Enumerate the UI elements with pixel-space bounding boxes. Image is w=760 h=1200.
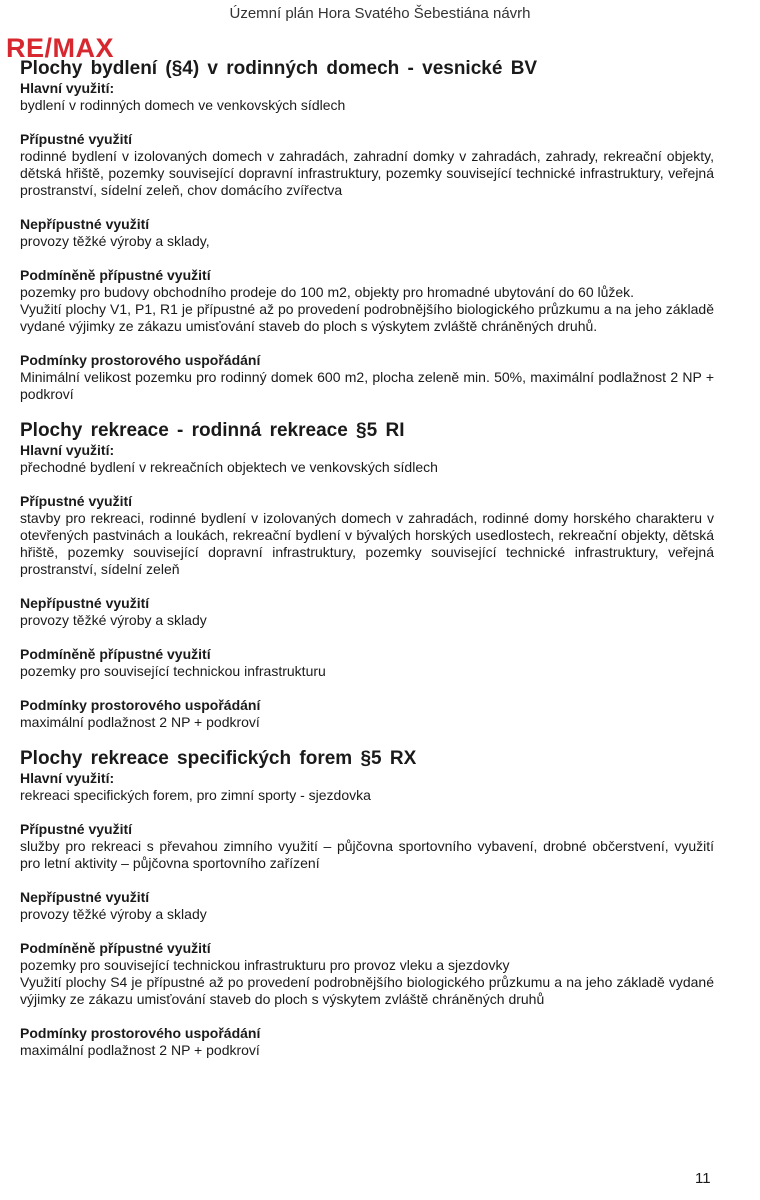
remax-logo: RE/MAX: [6, 33, 115, 63]
block-heading: Podmínky prostorového uspořádání: [20, 352, 261, 368]
document-header-title: Územní plán Hora Svatého Šebestiána návrh: [229, 5, 531, 22]
block-prohibited-use: [20, 889, 714, 923]
block-text: Využití plochy V1, P1, R1 je přípustné až po provedení podrobnějšího biologického průzkumu a na jeho základě vydané výjimky ze zákazu umisťování staveb do ploch s výskytem zvláště chráněných druhů.: [20, 301, 714, 334]
block-text: Využití plochy S4 je přípustné až po provedení podrobnějšího biologického průzkumu a na jeho základě vydané výjimky ze zákazu umisťování staveb do ploch s výskytem zvláště chráněných druhů: [20, 974, 714, 1007]
block-heading: Podmíněně přípustné využití: [20, 646, 211, 662]
block-text: pozemky pro budovy obchodního prodeje do 100 m2, objekty pro hromadné ubytování do 60 lůžek.: [20, 284, 635, 300]
block-spatial-conditions: [20, 352, 714, 403]
section-title: Plochy rekreace specifických forem §5 RX: [20, 748, 417, 769]
block-heading: Přípustné využití: [20, 493, 133, 509]
block-text: pozemky pro související technickou infrastrukturu pro provoz vleku a sjezdovky: [20, 957, 510, 973]
block-prohibited-use: [20, 216, 714, 250]
block-spatial-conditions: [20, 697, 714, 731]
document-body: [20, 58, 714, 1076]
block-heading: Hlavní využití:: [20, 770, 115, 786]
block-heading: Podmínky prostorového uspořádání: [20, 1025, 261, 1041]
block-heading: Nepřípustné využití: [20, 595, 150, 611]
section-title: Plochy rekreace - rodinná rekreace §5 RI: [20, 420, 405, 441]
block-main-use: [20, 442, 714, 476]
block-text: bydlení v rodinných domech ve venkovských sídlech: [20, 97, 346, 113]
block-conditional-use: [20, 646, 714, 680]
block-permitted-use: [20, 493, 714, 578]
block-main-use: [20, 80, 714, 114]
block-spatial-conditions: [20, 1025, 714, 1059]
block-main-use: [20, 770, 714, 804]
block-conditional-use: [20, 267, 714, 335]
block-prohibited-use: [20, 595, 714, 629]
block-text: přechodné bydlení v rekreačních objektech ve venkovských sídlech: [20, 459, 438, 475]
block-heading: Přípustné využití: [20, 131, 133, 147]
block-text: Minimální velikost pozemku pro rodinný domek 600 m2, plocha zeleně min. 50%, maximální podlažnost 2 NP + podkroví: [20, 369, 714, 402]
block-text: služby pro rekreaci s převahou zimního využití – půjčovna sportovního vybavení, drobné občerstvení, využití pro letní aktivity – půjčovna sportovního zařízení: [20, 838, 714, 871]
block-text: maximální podlažnost 2 NP + podkroví: [20, 1042, 260, 1058]
block-text: provozy těžké výroby a sklady: [20, 612, 207, 628]
block-heading: Nepřípustné využití: [20, 216, 150, 232]
block-text: provozy těžké výroby a sklady: [20, 906, 207, 922]
block-text: rekreaci specifických forem, pro zimní sporty - sjezdovka: [20, 787, 371, 803]
block-permitted-use: [20, 131, 714, 199]
block-heading: Nepřípustné využití: [20, 889, 150, 905]
block-text: rodinné bydlení v izolovaných domech v zahradách, zahradní domky v zahradách, zahrady, rekreační objekty, dětská hřiště, pozemky související dopravní infrastruktury, pozemky související technické infrastruktury, veřejná prostranství, sídelní zeleň, chov domácího zvířectva: [20, 148, 714, 198]
block-heading: Podmínky prostorového uspořádání: [20, 697, 261, 713]
section-bv: [20, 58, 714, 403]
block-heading: Přípustné využití: [20, 821, 133, 837]
block-text: pozemky pro související technickou infrastrukturu: [20, 663, 326, 679]
block-heading: Podmíněně přípustné využití: [20, 267, 211, 283]
block-text: provozy těžké výroby a sklady,: [20, 233, 210, 249]
section-title: Plochy bydlení (§4) v rodinných domech - vesnické BV: [20, 58, 538, 79]
block-text: maximální podlažnost 2 NP + podkroví: [20, 714, 260, 730]
block-heading: Hlavní využití:: [20, 442, 115, 458]
block-permitted-use: [20, 821, 714, 872]
page-number: 11: [695, 1170, 711, 1187]
block-heading: Hlavní využití:: [20, 80, 115, 96]
block-conditional-use: [20, 940, 714, 1008]
block-text: stavby pro rekreaci, rodinné bydlení v izolovaných domech v zahradách, rodinné domy horského charakteru v otevřených pastvinách a loukách, rekreační bydlení v bývalých horských usedlostech, rekreační objekty, dětská hřiště, pozemky související dopravní infrastruktury, pozemky související technické infrastruktury, veřejná prostranství, sídelní zeleň: [20, 510, 714, 577]
section-ri: [20, 420, 714, 731]
block-heading: Podmíněně přípustné využití: [20, 940, 211, 956]
section-rx: [20, 748, 714, 1059]
